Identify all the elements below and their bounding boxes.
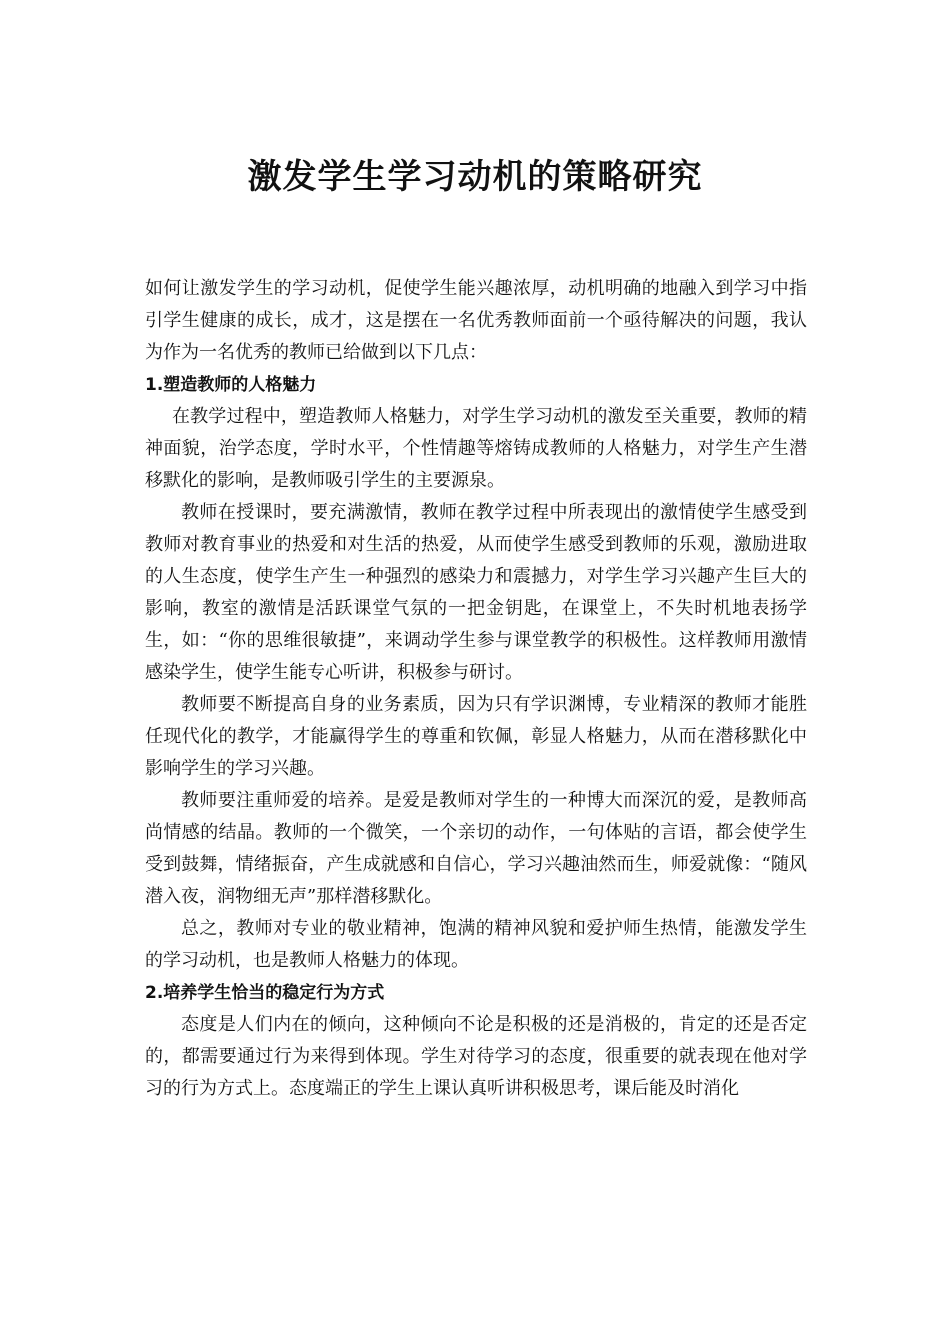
document-body (145, 273, 807, 1105)
section-1-paragraph-2: 教师在授课时，要充满激情，教师在教学过程中所表现出的激情使学生感受到教师对教育事业的热爱和对生活的热爱，从而使学生感受到教师的乐观，激励进取的人生态度，使学生产生一种强烈的感染力和震撼力，对学生学习兴趣产生巨大的影响，教室的激情是活跃课堂气氛的一把金钥匙，在课堂上，不失时机地表扬学生，如：“你的思维很敏捷”，来调动学生参与课堂教学的积极性。这样教师用激情感染学生，使学生能专心听讲，积极参与研讨。 (145, 502, 807, 683)
section-1-paragraph-1: 在教学过程中，塑造教师人格魅力，对学生学习动机的激发至关重要，教师的精神面貌，治学态度，学时水平，个性情趣等熔铸成教师的人格魅力，对学生产生潜移默化的影响，是教师吸引学生的主要源泉。 (145, 406, 807, 491)
document-title: 激发学生学习动机的策略研究 (247, 157, 703, 197)
intro-paragraph: 如何让激发学生的学习动机，促使学生能兴趣浓厚，动机明确的地融入到学习中指引学生健康的成长，成才，这是摆在一名优秀教师面前一个亟待解决的问题，我认为作为一名优秀的教师已给做到以下几点： (145, 278, 807, 363)
section-heading-1: 1.塑造教师的人格魅力 (145, 375, 317, 395)
section-1-paragraph-5: 总之，教师对专业的敬业精神，饱满的精神风貌和爱护师生热情，能激发学生的学习动机，也是教师人格魅力的体现。 (145, 918, 807, 971)
section-1-paragraph-4: 教师要注重师爱的培养。是爱是教师对学生的一种博大而深沉的爱，是教师高尚情感的结晶。教师的一个微笑，一个亲切的动作，一句体贴的言语，都会使学生受到鼓舞，情绪振奋，产生成就感和自信心，学习兴趣油然而生，师爱就像：“随风潜入夜，润物细无声”那样潜移默化。 (145, 790, 807, 907)
section-1-paragraph-3: 教师要不断提高自身的业务素质，因为只有学识渊博，专业精深的教师才能胜任现代化的教学，才能赢得学生的尊重和钦佩，彰显人格魅力，从而在潜移默化中影响学生的学习兴趣。 (145, 694, 807, 779)
section-2-paragraph-1: 态度是人们内在的倾向，这种倾向不论是积极的还是消极的，肯定的还是否定的，都需要通过行为来得到体现。学生对待学习的态度，很重要的就表现在他对学习的行为方式上。态度端正的学生上课认真听讲积极思考，课后能及时消化 (145, 1014, 807, 1099)
section-heading-2: 2.培养学生恰当的稳定行为方式 (145, 983, 385, 1003)
